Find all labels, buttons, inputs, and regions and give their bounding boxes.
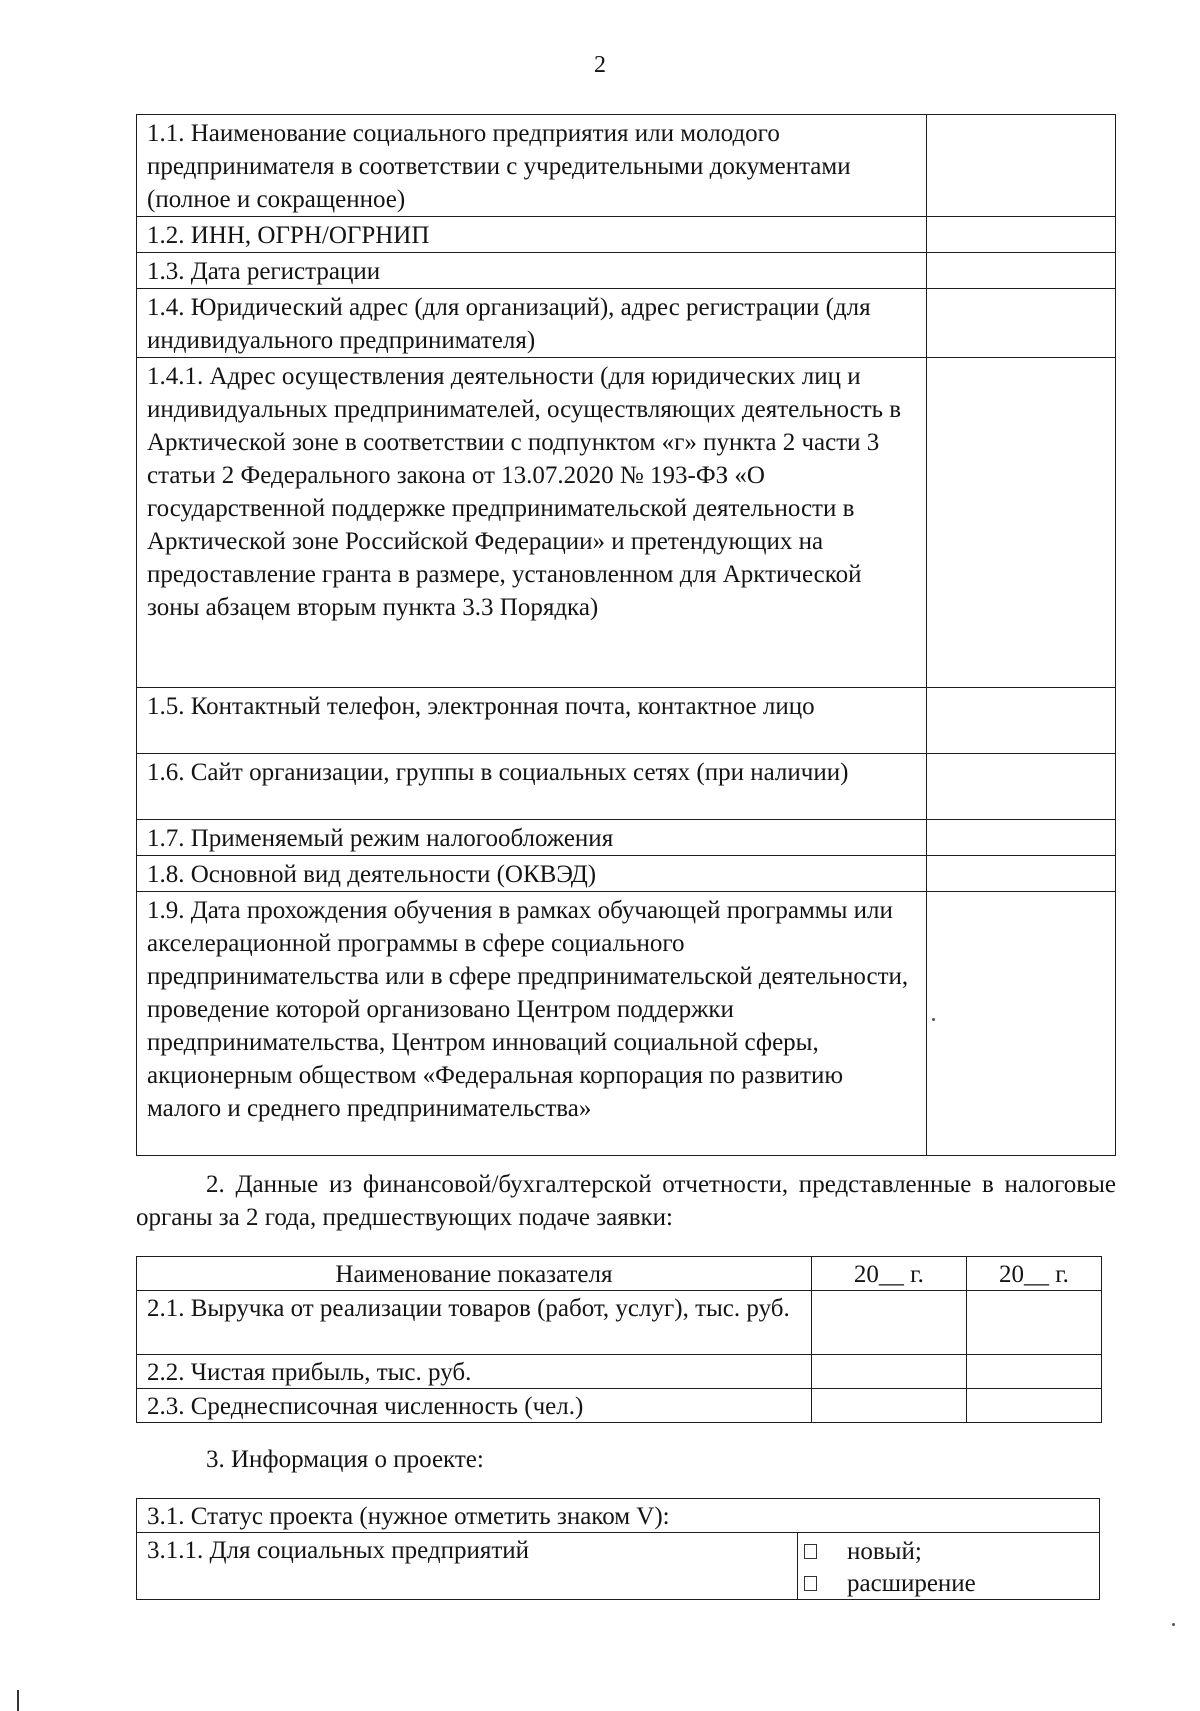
row-label-2-1: 2.1. Выручка от реализации товаров (работ, услуг), тыс. руб.	[137, 1291, 812, 1355]
table-row	[137, 358, 1116, 688]
row-label-2-3: 2.3. Среднесписочная численность (чел.)	[137, 1389, 812, 1423]
row-label-1-6: 1.6. Сайт организации, группы в социальных сетях (при наличии)	[137, 754, 927, 820]
value-cell-1-4-1[interactable]	[927, 358, 1116, 688]
value-cell-1-3[interactable]	[927, 253, 1116, 289]
scan-speck	[1172, 1623, 1175, 1626]
row-label-3-1-1: 3.1.1. Для социальных предприятий	[137, 1533, 798, 1600]
row-label-1-9: 1.9. Дата прохождения обучения в рамках обучающей программы или акселерационной программы в сфере социального предпринимательства или в сфере предпринимательской деятельности, проведение которой организовано Центром поддержки предпринимательства, Центром инноваций социальной сферы, акционерным обществом «Федеральная корпорация по развитию малого и среднего предпринимательства»	[137, 892, 927, 1156]
project-status-header: 3.1. Статус проекта (нужное отметить знаком V):	[137, 1499, 1100, 1533]
scan-speck	[932, 1018, 935, 1021]
value-cell-2-3-year-2[interactable]	[966, 1389, 1101, 1423]
option-new[interactable]	[802, 1535, 1089, 1567]
project-info-table	[136, 1498, 1100, 1600]
value-cell-2-2-year-2[interactable]	[966, 1355, 1101, 1389]
table-row	[137, 289, 1116, 358]
value-cell-1-1[interactable]	[927, 115, 1116, 217]
row-label-1-2: 1.2. ИНН, ОГРН/ОГРНИП	[137, 217, 927, 253]
page-number: 2	[594, 52, 606, 78]
checkbox-expansion[interactable]	[804, 1576, 817, 1591]
value-cell-2-1-year-1[interactable]	[811, 1291, 966, 1355]
value-cell-1-8[interactable]	[927, 856, 1116, 892]
table-row	[137, 1355, 1102, 1389]
header-year-1: 20__ г.	[811, 1257, 966, 1291]
option-new-label: новый;	[847, 1537, 922, 1565]
value-cell-1-2[interactable]	[927, 217, 1116, 253]
table-header-row	[137, 1499, 1100, 1533]
table-row	[137, 856, 1116, 892]
option-expansion[interactable]	[802, 1567, 1089, 1599]
row-label-1-4-1: 1.4.1. Адрес осуществления деятельности (для юридических лиц и индивидуальных предпринимателей, осуществляющих деятельность в Арктической зоне в соответствии с подпунктом «г» пункта 2 части 3 статьи 2 Федерального закона от 13.07.2020 № 193-ФЗ «О государственной поддержке предпринимательской деятельности в Арктической зоне Российской Федерации» и претендующих на предоставление гранта в размере, установленном для Арктической зоны абзацем вторым пункта 3.3 Порядка)	[137, 358, 927, 688]
table-row	[137, 892, 1116, 1156]
value-cell-1-9[interactable]	[927, 892, 1116, 1156]
value-cell-1-6[interactable]	[927, 754, 1116, 820]
financial-data-table	[136, 1256, 1102, 1423]
status-options-cell	[798, 1533, 1100, 1600]
table-row	[137, 253, 1116, 289]
value-cell-2-2-year-1[interactable]	[811, 1355, 966, 1389]
row-label-2-2: 2.2. Чистая прибыль, тыс. руб.	[137, 1355, 812, 1389]
table-row	[137, 1291, 1102, 1355]
organization-info-table	[136, 114, 1116, 1156]
checkbox-new[interactable]	[804, 1544, 817, 1559]
section-2-intro: 2. Данные из финансовой/бухгалтерской отчетности, представленные в налоговые органы за 2 года, предшествующих подаче заявки:	[136, 1171, 1116, 1231]
value-cell-1-4[interactable]	[927, 289, 1116, 358]
header-indicator-name: Наименование показателя	[137, 1257, 812, 1291]
row-label-1-7: 1.7. Применяемый режим налогообложения	[137, 820, 927, 856]
row-label-1-4: 1.4. Юридический адрес (для организаций), адрес регистрации (для индивидуального предпринимателя)	[137, 289, 927, 358]
value-cell-1-5[interactable]	[927, 688, 1116, 754]
value-cell-2-1-year-2[interactable]	[966, 1291, 1101, 1355]
header-year-2: 20__ г.	[966, 1257, 1101, 1291]
table-row	[137, 115, 1116, 217]
scan-margin-mark	[17, 1690, 19, 1711]
row-label-1-1: 1.1. Наименование социального предприятия или молодого предпринимателя в соответствии с учредительными документами (полное и сокращенное)	[137, 115, 927, 217]
option-expansion-label: расширение	[847, 1569, 976, 1597]
table-row	[137, 1533, 1100, 1600]
row-label-1-3: 1.3. Дата регистрации	[137, 253, 927, 289]
table-header-row	[137, 1257, 1102, 1291]
table-row	[137, 688, 1116, 754]
table-row	[137, 754, 1116, 820]
row-label-1-5: 1.5. Контактный телефон, электронная почта, контактное лицо	[137, 688, 927, 754]
value-cell-2-3-year-1[interactable]	[811, 1389, 966, 1423]
value-cell-1-7[interactable]	[927, 820, 1116, 856]
table-row	[137, 217, 1116, 253]
table-row	[137, 1389, 1102, 1423]
section-3-intro: 3. Информация о проекте:	[206, 1446, 484, 1473]
table-row	[137, 820, 1116, 856]
row-label-1-8: 1.8. Основной вид деятельности (ОКВЭД)	[137, 856, 927, 892]
